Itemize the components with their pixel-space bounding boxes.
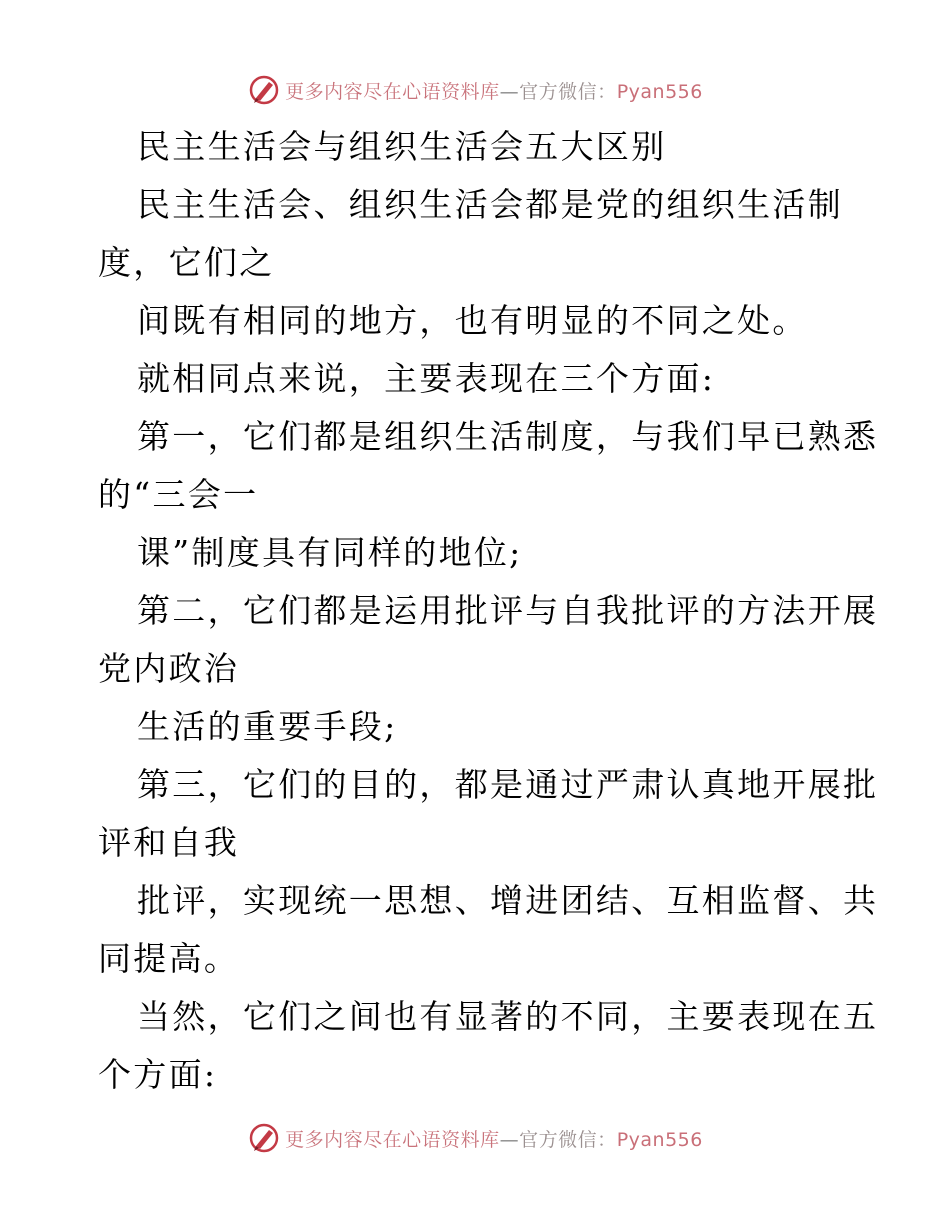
- paragraph-line: 的“三会一: [98, 475, 259, 514]
- banner-wechat-id: Pyan556: [616, 80, 703, 103]
- header-watermark-banner: [0, 70, 950, 110]
- paragraph-line: 就相同点来说，主要表现在三个方面:: [137, 359, 716, 398]
- document-body: [98, 118, 879, 1104]
- paragraph-line: 度，它们之: [98, 243, 275, 282]
- banner-main-text: 更多内容尽在心语资料库: [285, 1128, 500, 1151]
- banner-text: [285, 77, 703, 104]
- banner-text: [285, 1125, 703, 1152]
- banner-dash: —: [499, 1128, 520, 1151]
- doc-title: 民主生活会与组织生活会五大区别: [137, 127, 667, 166]
- pen-logo-icon: [247, 73, 281, 107]
- banner-main-text: 更多内容尽在心语资料库: [285, 80, 500, 103]
- paragraph-line: 第二，它们都是运用批评与自我批评的方法开展: [137, 591, 879, 630]
- paragraph-line: 当然，它们之间也有显著的不同，主要表现在五: [137, 997, 879, 1036]
- paragraph-line: 批评，实现统一思想、增进团结、互相监督、共: [137, 881, 879, 920]
- paragraph-line: 第三，它们的目的，都是通过严肃认真地开展批: [137, 765, 879, 804]
- banner-dash: —: [499, 80, 520, 103]
- paragraph-line: 间既有相同的地方，也有明显的不同之处。: [137, 301, 808, 340]
- banner-wechat-id: Pyan556: [616, 1128, 703, 1151]
- footer-watermark-banner: [0, 1118, 950, 1158]
- paragraph-line: 课”制度具有同样的地位;: [137, 533, 523, 572]
- paragraph-line: 党内政治: [98, 649, 240, 688]
- banner-wechat-label: 官方微信：: [519, 1128, 617, 1151]
- banner-wechat-label: 官方微信：: [519, 80, 617, 103]
- paragraph-line: 生活的重要手段;: [137, 707, 398, 746]
- paragraph-line: 第一，它们都是组织生活制度，与我们早已熟悉: [137, 417, 879, 456]
- paragraph-line: 民主生活会、组织生活会都是党的组织生活制: [137, 185, 843, 224]
- pen-logo-icon: [247, 1121, 281, 1155]
- paragraph-line: 评和自我: [98, 823, 240, 862]
- paragraph-line: 个方面:: [98, 1055, 218, 1094]
- paragraph-line: 同提高。: [98, 939, 240, 978]
